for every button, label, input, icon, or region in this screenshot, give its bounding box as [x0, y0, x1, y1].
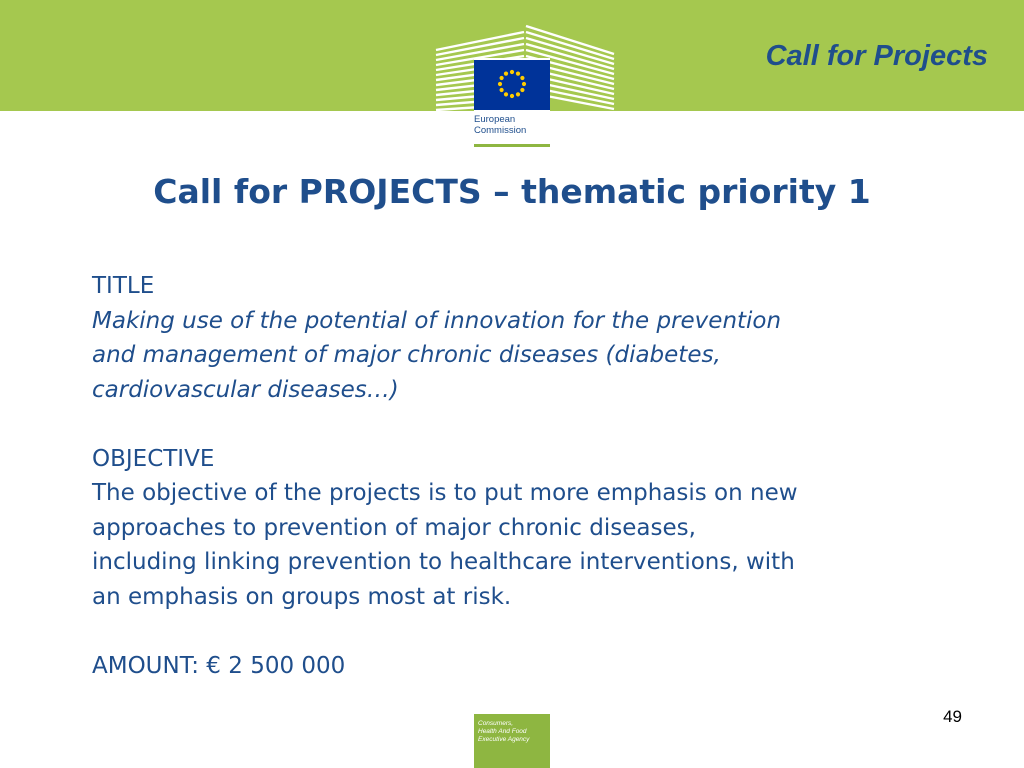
logo-caption-line-2: Commission: [474, 125, 527, 136]
title-label: TITLE: [92, 273, 155, 299]
eu-flag-icon: [474, 60, 550, 110]
objective-text-line: including linking prevention to healthcare interventions, with: [92, 549, 795, 575]
agency-logo-line-1: Consumers,: [478, 720, 514, 727]
objective-label: OBJECTIVE: [92, 445, 215, 472]
slide-title: Call for PROJECTS – thematic priority 1: [153, 172, 871, 211]
agency-logo: [474, 714, 550, 768]
amount-text: AMOUNT: € 2 500 000: [92, 652, 346, 679]
header-title: Call for Projects: [765, 40, 988, 72]
title-text-line: cardiovascular diseases…): [92, 376, 399, 403]
agency-logo-line-3: Executive Agency: [478, 736, 530, 743]
title-text-line: and management of major chronic diseases (diabetes,: [92, 342, 721, 368]
logo-caption-line-1: European: [474, 114, 516, 125]
objective-text-line: approaches to prevention of major chronic diseases,: [92, 514, 696, 541]
agency-logo-line-2: Health And Food: [478, 728, 527, 735]
spacer: [92, 614, 992, 649]
european-commission-logo: [434, 22, 616, 148]
page-number: 49: [943, 707, 962, 726]
objective-text-line: an emphasis on groups most at risk.: [92, 583, 512, 610]
logo-caption: [474, 114, 548, 136]
title-text-line: Making use of the potential of innovation for the prevention: [92, 307, 782, 334]
slide-body: [92, 269, 992, 683]
objective-text-line: The objective of the projects is to put more emphasis on new: [92, 480, 798, 506]
spacer: [92, 407, 992, 442]
